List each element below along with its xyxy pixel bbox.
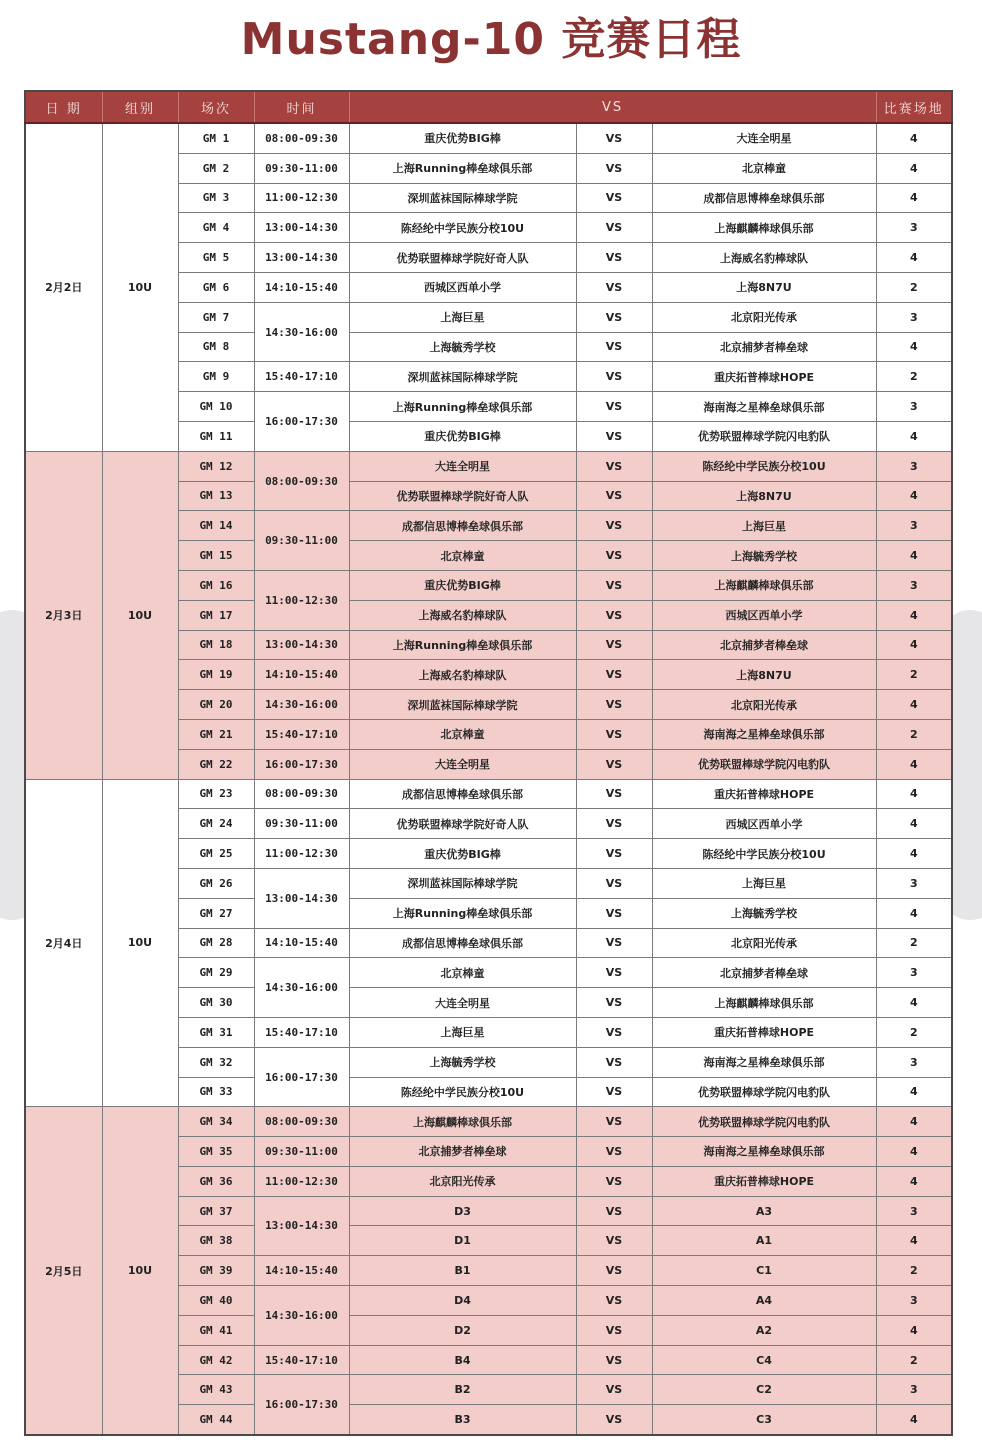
- game-number: GM 11: [178, 421, 254, 451]
- game-number: GM 4: [178, 213, 254, 243]
- game-number: GM 15: [178, 541, 254, 571]
- game-time: 15:40-17:10: [254, 1345, 349, 1375]
- table-row: [25, 451, 952, 481]
- home-team: 深圳蓝袜国际棒球学院: [349, 183, 576, 213]
- game-number: GM 38: [178, 1226, 254, 1256]
- venue-number: 3: [876, 570, 952, 600]
- vs-label: VS: [576, 868, 652, 898]
- game-time: 13:00-14:30: [254, 243, 349, 273]
- venue-number: 4: [876, 1107, 952, 1137]
- header-venue: 比赛场地: [876, 91, 952, 123]
- away-team: A4: [652, 1286, 876, 1316]
- day-group: 10U: [102, 123, 178, 451]
- game-time: 15:40-17:10: [254, 1017, 349, 1047]
- game-number: GM 14: [178, 511, 254, 541]
- game-time: 09:30-11:00: [254, 809, 349, 839]
- away-team: 上海毓秀学校: [652, 541, 876, 571]
- away-team: 重庆拓普棒球HOPE: [652, 779, 876, 809]
- game-number: GM 22: [178, 749, 254, 779]
- vs-label: VS: [576, 570, 652, 600]
- vs-label: VS: [576, 1196, 652, 1226]
- game-time: 08:00-09:30: [254, 779, 349, 809]
- venue-number: 3: [876, 213, 952, 243]
- game-time: 16:00-17:30: [254, 392, 349, 452]
- home-team: B1: [349, 1256, 576, 1286]
- game-time: 09:30-11:00: [254, 1137, 349, 1167]
- away-team: 西城区西单小学: [652, 809, 876, 839]
- vs-label: VS: [576, 511, 652, 541]
- away-team: C2: [652, 1375, 876, 1405]
- vs-label: VS: [576, 600, 652, 630]
- home-team: D3: [349, 1196, 576, 1226]
- vs-label: VS: [576, 421, 652, 451]
- game-number: GM 42: [178, 1345, 254, 1375]
- game-time: 14:10-15:40: [254, 272, 349, 302]
- vs-label: VS: [576, 1226, 652, 1256]
- away-team: 北京捕梦者棒垒球: [652, 958, 876, 988]
- venue-number: 2: [876, 719, 952, 749]
- venue-number: 4: [876, 1137, 952, 1167]
- vs-label: VS: [576, 1017, 652, 1047]
- header-group: 组别: [102, 91, 178, 123]
- venue-number: 3: [876, 451, 952, 481]
- vs-label: VS: [576, 123, 652, 153]
- away-team: 上海8N7U: [652, 481, 876, 511]
- away-team: 上海麒麟棒球俱乐部: [652, 988, 876, 1018]
- vs-label: VS: [576, 332, 652, 362]
- game-number: GM 2: [178, 153, 254, 183]
- venue-number: 3: [876, 1286, 952, 1316]
- game-time: 11:00-12:30: [254, 183, 349, 213]
- vs-label: VS: [576, 1137, 652, 1167]
- schedule-table: [24, 90, 953, 1436]
- game-time: 15:40-17:10: [254, 719, 349, 749]
- home-team: 北京捕梦者棒垒球: [349, 1137, 576, 1167]
- game-number: GM 28: [178, 928, 254, 958]
- venue-number: 4: [876, 183, 952, 213]
- venue-number: 2: [876, 362, 952, 392]
- venue-number: 3: [876, 511, 952, 541]
- game-number: GM 5: [178, 243, 254, 273]
- game-number: GM 41: [178, 1315, 254, 1345]
- home-team: 上海毓秀学校: [349, 332, 576, 362]
- away-team: 北京捕梦者棒垒球: [652, 332, 876, 362]
- venue-number: 4: [876, 839, 952, 869]
- game-number: GM 9: [178, 362, 254, 392]
- game-number: GM 40: [178, 1286, 254, 1316]
- home-team: 重庆优势BIG棒: [349, 570, 576, 600]
- game-number: GM 37: [178, 1196, 254, 1226]
- game-time: 08:00-09:30: [254, 123, 349, 153]
- game-time: 16:00-17:30: [254, 1047, 349, 1107]
- home-team: 北京棒童: [349, 541, 576, 571]
- vs-label: VS: [576, 1405, 652, 1435]
- away-team: 上海麒麟棒球俱乐部: [652, 570, 876, 600]
- game-number: GM 32: [178, 1047, 254, 1077]
- away-team: 上海麒麟棒球俱乐部: [652, 213, 876, 243]
- away-team: 陈经纶中学民族分校10U: [652, 839, 876, 869]
- table-row: [25, 1107, 952, 1137]
- away-team: 优势联盟棒球学院闪电豹队: [652, 421, 876, 451]
- game-number: GM 25: [178, 839, 254, 869]
- away-team: 优势联盟棒球学院闪电豹队: [652, 749, 876, 779]
- vs-label: VS: [576, 1286, 652, 1316]
- venue-number: 3: [876, 392, 952, 422]
- game-number: GM 33: [178, 1077, 254, 1107]
- venue-number: 2: [876, 1256, 952, 1286]
- day-group: 10U: [102, 779, 178, 1107]
- header-vs: VS: [349, 91, 876, 123]
- home-team: 优势联盟棒球学院好奇人队: [349, 809, 576, 839]
- vs-label: VS: [576, 392, 652, 422]
- game-number: GM 6: [178, 272, 254, 302]
- game-time: 09:30-11:00: [254, 153, 349, 183]
- game-number: GM 13: [178, 481, 254, 511]
- away-team: 重庆拓普棒球HOPE: [652, 1166, 876, 1196]
- away-team: 成都信思博棒垒球俱乐部: [652, 183, 876, 213]
- vs-label: VS: [576, 898, 652, 928]
- venue-number: 4: [876, 1405, 952, 1435]
- home-team: 上海巨星: [349, 302, 576, 332]
- venue-number: 3: [876, 868, 952, 898]
- away-team: 上海8N7U: [652, 272, 876, 302]
- away-team: 上海巨星: [652, 511, 876, 541]
- vs-label: VS: [576, 1166, 652, 1196]
- home-team: 上海Running棒垒球俱乐部: [349, 153, 576, 183]
- vs-label: VS: [576, 809, 652, 839]
- table-header: [25, 91, 952, 123]
- game-time: 13:00-14:30: [254, 213, 349, 243]
- home-team: 陈经纶中学民族分校10U: [349, 1077, 576, 1107]
- home-team: 北京棒童: [349, 958, 576, 988]
- game-time: 14:10-15:40: [254, 660, 349, 690]
- vs-label: VS: [576, 1345, 652, 1375]
- game-time: 16:00-17:30: [254, 749, 349, 779]
- home-team: 重庆优势BIG棒: [349, 123, 576, 153]
- vs-label: VS: [576, 1315, 652, 1345]
- vs-label: VS: [576, 1107, 652, 1137]
- venue-number: 4: [876, 988, 952, 1018]
- game-number: GM 12: [178, 451, 254, 481]
- away-team: 西城区西单小学: [652, 600, 876, 630]
- game-number: GM 20: [178, 690, 254, 720]
- day-date: 2月2日: [25, 123, 102, 451]
- venue-number: 4: [876, 630, 952, 660]
- away-team: 重庆拓普棒球HOPE: [652, 362, 876, 392]
- game-number: GM 34: [178, 1107, 254, 1137]
- away-team: 优势联盟棒球学院闪电豹队: [652, 1107, 876, 1137]
- vs-label: VS: [576, 988, 652, 1018]
- home-team: 大连全明星: [349, 451, 576, 481]
- vs-label: VS: [576, 839, 652, 869]
- venue-number: 4: [876, 481, 952, 511]
- venue-number: 2: [876, 660, 952, 690]
- home-team: 上海Running棒垒球俱乐部: [349, 898, 576, 928]
- venue-number: 4: [876, 779, 952, 809]
- venue-number: 4: [876, 809, 952, 839]
- game-time: 14:30-16:00: [254, 302, 349, 362]
- vs-label: VS: [576, 183, 652, 213]
- game-number: GM 19: [178, 660, 254, 690]
- game-time: 14:30-16:00: [254, 958, 349, 1018]
- game-number: GM 3: [178, 183, 254, 213]
- away-team: 北京阳光传承: [652, 302, 876, 332]
- venue-number: 4: [876, 1226, 952, 1256]
- game-time: 14:30-16:00: [254, 1286, 349, 1346]
- venue-number: 3: [876, 958, 952, 988]
- game-number: GM 26: [178, 868, 254, 898]
- home-team: 上海威名豹棒球队: [349, 600, 576, 630]
- vs-label: VS: [576, 481, 652, 511]
- home-team: B2: [349, 1375, 576, 1405]
- header-row: [25, 91, 952, 123]
- venue-number: 4: [876, 541, 952, 571]
- venue-number: 2: [876, 928, 952, 958]
- venue-number: 4: [876, 1166, 952, 1196]
- game-time: 14:10-15:40: [254, 1256, 349, 1286]
- page-title: Mustang-10 竞赛日程: [240, 14, 742, 65]
- game-number: GM 27: [178, 898, 254, 928]
- home-team: 深圳蓝袜国际棒球学院: [349, 362, 576, 392]
- vs-label: VS: [576, 690, 652, 720]
- away-team: C1: [652, 1256, 876, 1286]
- vs-label: VS: [576, 1077, 652, 1107]
- game-number: GM 44: [178, 1405, 254, 1435]
- day-date: 2月5日: [25, 1107, 102, 1435]
- vs-label: VS: [576, 1047, 652, 1077]
- home-team: 陈经纶中学民族分校10U: [349, 213, 576, 243]
- venue-number: 3: [876, 1196, 952, 1226]
- venue-number: 4: [876, 421, 952, 451]
- vs-label: VS: [576, 362, 652, 392]
- game-number: GM 24: [178, 809, 254, 839]
- day-date: 2月3日: [25, 451, 102, 779]
- header-date: 日 期: [25, 91, 102, 123]
- vs-label: VS: [576, 719, 652, 749]
- venue-number: 4: [876, 1077, 952, 1107]
- game-time: 11:00-12:30: [254, 839, 349, 869]
- away-team: 上海毓秀学校: [652, 898, 876, 928]
- away-team: 海南海之星棒垒球俱乐部: [652, 1137, 876, 1167]
- day-date: 2月4日: [25, 779, 102, 1107]
- game-number: GM 36: [178, 1166, 254, 1196]
- home-team: 上海麒麟棒球俱乐部: [349, 1107, 576, 1137]
- vs-label: VS: [576, 749, 652, 779]
- home-team: 上海巨星: [349, 1017, 576, 1047]
- away-team: 上海8N7U: [652, 660, 876, 690]
- away-team: 北京捕梦者棒垒球: [652, 630, 876, 660]
- away-team: 海南海之星棒垒球俱乐部: [652, 1047, 876, 1077]
- home-team: 上海Running棒垒球俱乐部: [349, 392, 576, 422]
- away-team: 重庆拓普棒球HOPE: [652, 1017, 876, 1047]
- away-team: A1: [652, 1226, 876, 1256]
- game-time: 14:10-15:40: [254, 928, 349, 958]
- venue-number: 4: [876, 123, 952, 153]
- away-team: C3: [652, 1405, 876, 1435]
- table-body: [25, 123, 952, 1435]
- game-number: GM 29: [178, 958, 254, 988]
- home-team: B3: [349, 1405, 576, 1435]
- game-time: 11:00-12:30: [254, 1166, 349, 1196]
- header-game: 场次: [178, 91, 254, 123]
- vs-label: VS: [576, 928, 652, 958]
- away-team: 上海巨星: [652, 868, 876, 898]
- home-team: 成都信思博棒垒球俱乐部: [349, 928, 576, 958]
- vs-label: VS: [576, 1256, 652, 1286]
- vs-label: VS: [576, 272, 652, 302]
- away-team: 海南海之星棒垒球俱乐部: [652, 719, 876, 749]
- away-team: 北京阳光传承: [652, 928, 876, 958]
- away-team: C4: [652, 1345, 876, 1375]
- home-team: 西城区西单小学: [349, 272, 576, 302]
- away-team: 北京阳光传承: [652, 690, 876, 720]
- vs-label: VS: [576, 958, 652, 988]
- venue-number: 2: [876, 272, 952, 302]
- vs-label: VS: [576, 153, 652, 183]
- venue-number: 4: [876, 600, 952, 630]
- venue-number: 4: [876, 332, 952, 362]
- game-number: GM 17: [178, 600, 254, 630]
- vs-label: VS: [576, 630, 652, 660]
- game-time: 15:40-17:10: [254, 362, 349, 392]
- away-team: 优势联盟棒球学院闪电豹队: [652, 1077, 876, 1107]
- game-number: GM 30: [178, 988, 254, 1018]
- game-time: 13:00-14:30: [254, 1196, 349, 1256]
- away-team: A2: [652, 1315, 876, 1345]
- game-number: GM 31: [178, 1017, 254, 1047]
- game-number: GM 7: [178, 302, 254, 332]
- venue-number: 3: [876, 302, 952, 332]
- game-time: 11:00-12:30: [254, 570, 349, 630]
- game-time: 14:30-16:00: [254, 690, 349, 720]
- game-time: 13:00-14:30: [254, 630, 349, 660]
- vs-label: VS: [576, 213, 652, 243]
- game-number: GM 43: [178, 1375, 254, 1405]
- home-team: 上海Running棒垒球俱乐部: [349, 630, 576, 660]
- home-team: 重庆优势BIG棒: [349, 421, 576, 451]
- away-team: 北京棒童: [652, 153, 876, 183]
- game-time: 16:00-17:30: [254, 1375, 349, 1435]
- day-group: 10U: [102, 1107, 178, 1435]
- table-row: [25, 123, 952, 153]
- game-time: 09:30-11:00: [254, 511, 349, 571]
- home-team: B4: [349, 1345, 576, 1375]
- home-team: 上海毓秀学校: [349, 1047, 576, 1077]
- home-team: 优势联盟棒球学院好奇人队: [349, 481, 576, 511]
- home-team: 北京棒童: [349, 719, 576, 749]
- home-team: D4: [349, 1286, 576, 1316]
- venue-number: 3: [876, 1047, 952, 1077]
- vs-label: VS: [576, 779, 652, 809]
- venue-number: 3: [876, 1375, 952, 1405]
- venue-number: 4: [876, 690, 952, 720]
- home-team: 优势联盟棒球学院好奇人队: [349, 243, 576, 273]
- away-team: 陈经纶中学民族分校10U: [652, 451, 876, 481]
- game-number: GM 21: [178, 719, 254, 749]
- home-team: 上海威名豹棒球队: [349, 660, 576, 690]
- home-team: 大连全明星: [349, 749, 576, 779]
- home-team: 成都信思博棒垒球俱乐部: [349, 779, 576, 809]
- game-time: 08:00-09:30: [254, 1107, 349, 1137]
- venue-number: 2: [876, 1017, 952, 1047]
- venue-number: 2: [876, 1345, 952, 1375]
- away-team: 大连全明星: [652, 123, 876, 153]
- home-team: D1: [349, 1226, 576, 1256]
- vs-label: VS: [576, 243, 652, 273]
- venue-number: 4: [876, 749, 952, 779]
- game-number: GM 1: [178, 123, 254, 153]
- venue-number: 4: [876, 153, 952, 183]
- game-number: GM 18: [178, 630, 254, 660]
- vs-label: VS: [576, 660, 652, 690]
- header-time: 时间: [254, 91, 349, 123]
- home-team: 重庆优势BIG棒: [349, 839, 576, 869]
- game-time: 08:00-09:30: [254, 451, 349, 511]
- venue-number: 4: [876, 1315, 952, 1345]
- home-team: 大连全明星: [349, 988, 576, 1018]
- game-number: GM 16: [178, 570, 254, 600]
- game-number: GM 8: [178, 332, 254, 362]
- game-number: GM 35: [178, 1137, 254, 1167]
- game-number: GM 23: [178, 779, 254, 809]
- vs-label: VS: [576, 1375, 652, 1405]
- table-row: [25, 779, 952, 809]
- away-team: 上海威名豹棒球队: [652, 243, 876, 273]
- home-team: 成都信思博棒垒球俱乐部: [349, 511, 576, 541]
- game-number: GM 10: [178, 392, 254, 422]
- game-time: 13:00-14:30: [254, 868, 349, 928]
- vs-label: VS: [576, 541, 652, 571]
- home-team: 北京阳光传承: [349, 1166, 576, 1196]
- home-team: 深圳蓝袜国际棒球学院: [349, 868, 576, 898]
- game-number: GM 39: [178, 1256, 254, 1286]
- venue-number: 4: [876, 243, 952, 273]
- home-team: D2: [349, 1315, 576, 1345]
- vs-label: VS: [576, 451, 652, 481]
- venue-number: 4: [876, 898, 952, 928]
- away-team: A3: [652, 1196, 876, 1226]
- day-group: 10U: [102, 451, 178, 779]
- vs-label: VS: [576, 302, 652, 332]
- away-team: 海南海之星棒垒球俱乐部: [652, 392, 876, 422]
- home-team: 深圳蓝袜国际棒球学院: [349, 690, 576, 720]
